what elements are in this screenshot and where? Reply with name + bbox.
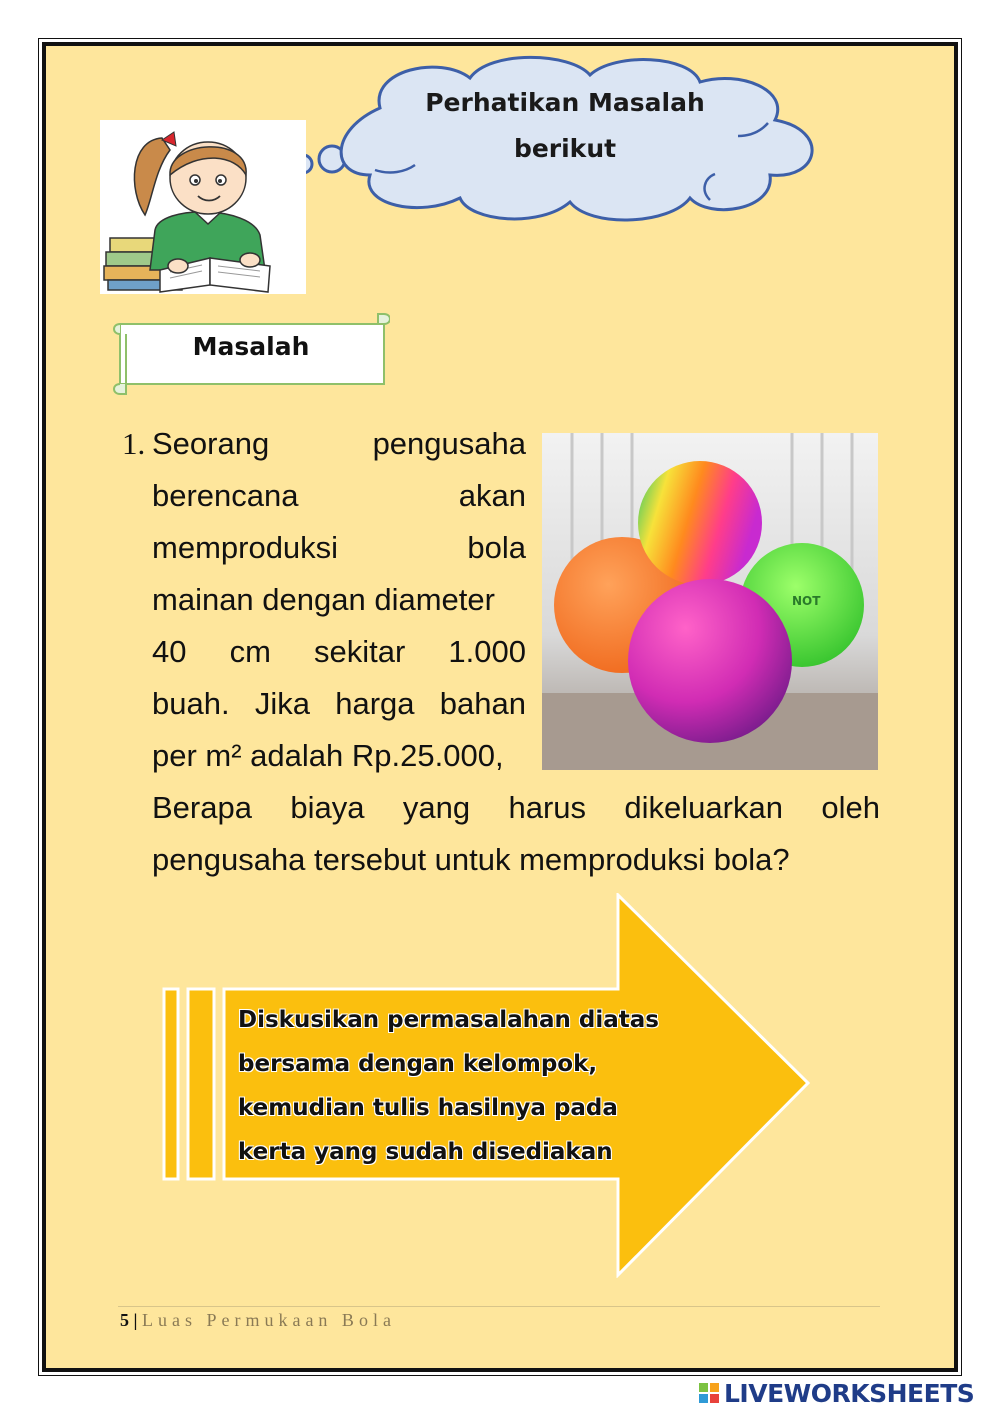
svg-text:NOT: NOT xyxy=(792,594,821,608)
section-scroll-banner xyxy=(112,312,390,396)
liveworksheets-icon xyxy=(698,1382,720,1404)
toy-balls-photo xyxy=(542,433,878,770)
page-number: 5 | xyxy=(120,1310,138,1330)
problem-line: per m² adalah Rp.25.000, xyxy=(152,738,504,773)
page-footer xyxy=(120,1310,396,1331)
problem-line: Seorang pengusaha xyxy=(152,426,526,461)
footer-title: Luas Permukaan Bola xyxy=(141,1310,396,1330)
instruction-text xyxy=(238,998,708,1174)
instruction-line: Diskusikan permasalahan diatas xyxy=(238,1007,659,1033)
thought-line-1: Perhatikan Masalah xyxy=(425,88,705,117)
problem-line: 40 cm sekitar 1.000 xyxy=(152,634,526,669)
girl-reading-illustration xyxy=(100,120,306,294)
problem-line: berencana akan xyxy=(152,478,526,513)
problem-line: buah. Jika harga bahan xyxy=(152,686,526,721)
liveworksheets-logo xyxy=(698,1378,994,1408)
instruction-line: kemudian tulis hasilnya pada xyxy=(238,1095,618,1121)
section-label: Masalah xyxy=(192,332,310,361)
thought-line-2: berikut xyxy=(513,134,617,163)
problem-line: mainan dengan diameter xyxy=(152,582,495,617)
problem-number: 1. xyxy=(122,426,146,461)
thought-cloud xyxy=(270,50,830,225)
instruction-line: bersama dengan kelompok, xyxy=(238,1051,598,1077)
problem-line: pengusaha tersebut untuk memproduksi bola? xyxy=(152,842,790,877)
problem-line: Berapa biaya yang harus dikeluarkan oleh xyxy=(152,790,880,825)
footer-divider xyxy=(118,1306,880,1307)
instruction-line: kerta yang sudah disediakan xyxy=(238,1139,613,1165)
brand-name: LIVEWORKSHEETS xyxy=(724,1378,975,1408)
problem-line: memproduksi bola xyxy=(152,530,526,565)
